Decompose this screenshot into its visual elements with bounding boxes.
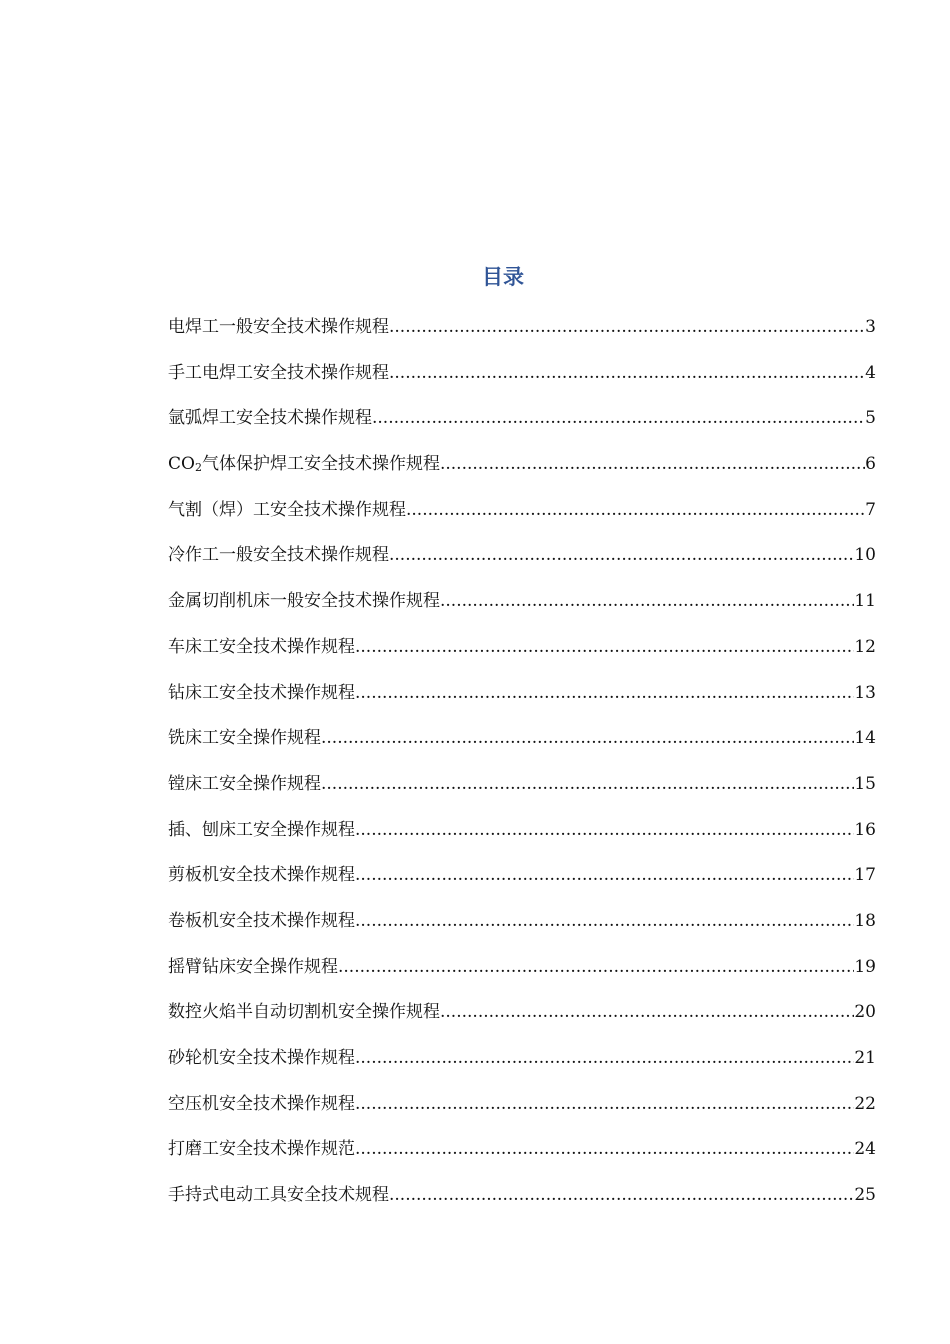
toc-entry[interactable] — [168, 449, 876, 495]
toc-dot-leader — [355, 1043, 854, 1073]
toc-entry-title — [168, 449, 440, 479]
toc-entry-title: 空压机安全技术操作规程 — [168, 1093, 355, 1114]
toc-entry[interactable] — [168, 678, 876, 724]
toc-entry-title: 气割（焊）工安全技术操作规程 — [168, 499, 406, 520]
toc-dot-leader — [321, 723, 854, 753]
toc-entry-page: 12 — [854, 636, 876, 657]
toc-entry-title: 剪板机安全技术操作规程 — [168, 865, 355, 886]
toc-entry-page: 20 — [854, 1002, 876, 1023]
toc-dot-leader — [389, 1180, 854, 1210]
toc-entry-title: 打磨工安全技术操作规范 — [168, 1139, 355, 1160]
toc-entry[interactable] — [168, 632, 876, 678]
toc-entry-page: 21 — [854, 1048, 876, 1068]
toc-entry-page: 17 — [854, 865, 876, 886]
toc-entry-title: 氩弧焊工安全技术操作规程 — [168, 408, 372, 429]
toc-entry-title-subscript: 2 — [194, 461, 202, 475]
toc-dot-leader — [355, 906, 854, 936]
toc-dot-leader — [440, 586, 854, 616]
toc-entry[interactable] — [168, 1089, 876, 1135]
toc-dot-leader — [355, 1089, 854, 1119]
toc-entry-title: 手工电焊工安全技术操作规程 — [168, 362, 389, 383]
toc-entry[interactable] — [168, 1134, 876, 1180]
toc-entry[interactable] — [168, 495, 876, 541]
toc-entry[interactable] — [168, 906, 876, 952]
toc-entry[interactable] — [168, 769, 876, 815]
toc-entry-page: 22 — [854, 1093, 876, 1114]
toc-dot-leader — [338, 952, 854, 982]
toc-dot-leader — [440, 449, 865, 479]
toc-entry[interactable] — [168, 358, 876, 404]
toc-entry-page: 19 — [854, 956, 876, 977]
toc-dot-leader — [440, 997, 854, 1027]
toc-entry-title: 手持式电动工具安全技术规程 — [168, 1185, 389, 1206]
toc-entry[interactable] — [168, 540, 876, 586]
toc-entry-page: 11 — [854, 591, 876, 612]
toc-dot-leader — [406, 495, 865, 525]
toc-entry[interactable] — [168, 997, 876, 1043]
toc-entry-page: 25 — [854, 1185, 876, 1206]
toc-dot-leader — [355, 678, 854, 708]
toc-dot-leader — [389, 312, 865, 342]
toc-dot-leader — [355, 1134, 854, 1164]
toc-entry-page: 5 — [865, 408, 876, 429]
toc-entry[interactable] — [168, 860, 876, 906]
toc-entry-page: 6 — [865, 454, 876, 475]
toc-entry-page: 18 — [854, 910, 876, 931]
toc-entry[interactable] — [168, 723, 876, 769]
toc-entry-page: 16 — [854, 819, 876, 840]
toc-entry[interactable] — [168, 952, 876, 998]
toc-entry[interactable] — [168, 815, 876, 861]
toc-dot-leader — [355, 860, 854, 890]
toc-entry-title: 铣床工安全操作规程 — [168, 728, 321, 749]
toc-dot-leader — [372, 403, 865, 433]
toc-entry-title: 卷板机安全技术操作规程 — [168, 910, 355, 931]
toc-entry-title: 砂轮机安全技术操作规程 — [168, 1048, 355, 1068]
toc-entry-page: 3 — [865, 317, 876, 337]
toc-entry[interactable] — [168, 1180, 876, 1226]
toc-entry[interactable] — [168, 403, 876, 449]
toc-entry[interactable] — [168, 586, 876, 632]
toc-entry[interactable] — [168, 1043, 876, 1089]
toc-entry[interactable] — [168, 312, 876, 358]
toc-entry-title-prefix: CO — [168, 454, 195, 475]
toc-entry-page: 14 — [854, 728, 876, 749]
toc-entry-title: 金属切削机床一般安全技术操作规程 — [168, 591, 440, 612]
toc-entry-title: 镗床工安全操作规程 — [168, 773, 321, 794]
toc-entry-title-rest: 气体保护焊工安全技术操作规程 — [201, 454, 440, 475]
toc-entry-page: 10 — [854, 545, 876, 566]
toc-entry-page: 24 — [854, 1139, 876, 1160]
toc-entry-page: 13 — [854, 682, 876, 703]
toc-entry-page: 7 — [865, 499, 876, 520]
toc-title: 目录 — [482, 265, 524, 289]
toc-dot-leader — [355, 632, 854, 662]
toc-dot-leader — [321, 769, 854, 799]
toc-entry-title: 钻床工安全技术操作规程 — [168, 682, 355, 703]
toc-entry-page: 15 — [854, 773, 876, 794]
toc-dot-leader — [355, 815, 854, 845]
toc-entry-title: 电焊工一般安全技术操作规程 — [168, 317, 389, 337]
toc-entry-title: 摇臂钻床安全操作规程 — [168, 956, 338, 977]
toc-entry-title: 插、刨床工安全操作规程 — [168, 819, 355, 840]
toc-dot-leader — [389, 358, 865, 388]
toc-entry-title: 数控火焰半自动切割机安全操作规程 — [168, 1002, 440, 1023]
toc-entry-title: 冷作工一般安全技术操作规程 — [168, 545, 389, 566]
toc-dot-leader — [389, 540, 854, 570]
toc-list — [168, 312, 876, 1226]
toc-entry-title: 车床工安全技术操作规程 — [168, 636, 355, 657]
toc-entry-page: 4 — [865, 362, 876, 383]
